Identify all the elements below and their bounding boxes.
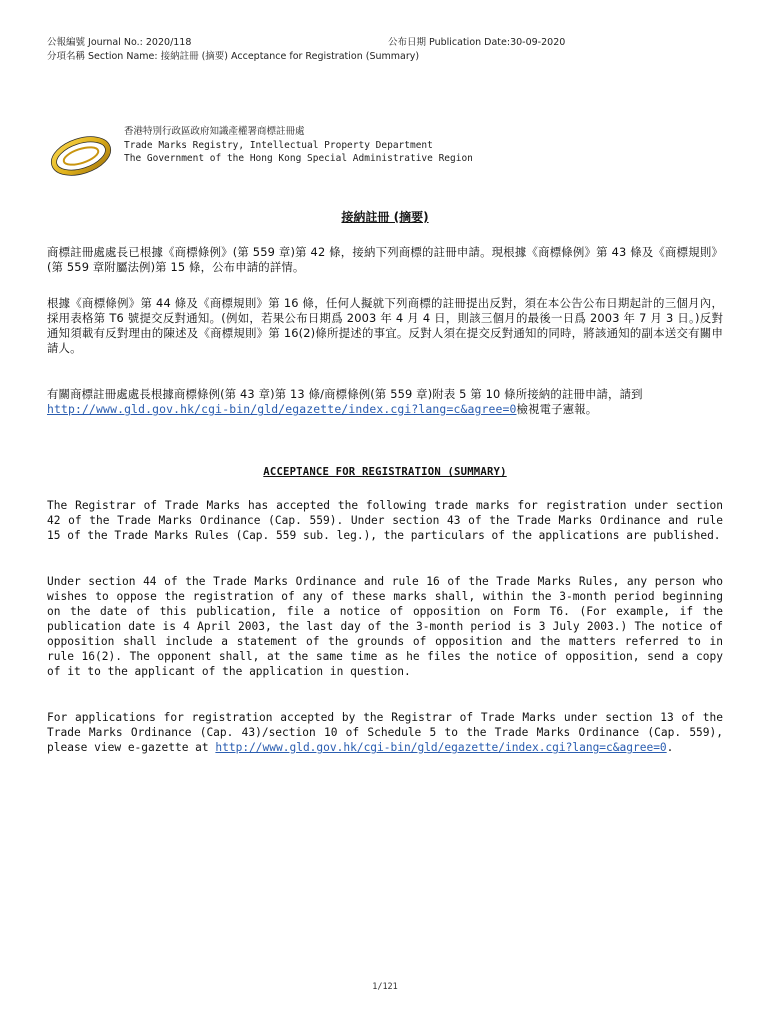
page-number: 1/121 (372, 982, 398, 992)
journal-number: 公報編號 Journal No.: 2020/118 (47, 37, 192, 48)
title-en: ACCEPTANCE FOR REGISTRATION (SUMMARY) (263, 466, 507, 478)
publication-date: 公布日期 Publication Date:30-09-2020 (388, 37, 566, 48)
ipd-logo-icon (50, 132, 112, 178)
zh-paragraph-3-tail: 檢視電子憲報。 (516, 402, 598, 416)
zh-paragraph-3-text: 有關商標註冊處處長根據商標條例(第 43 章)第 13 條/商標條例(第 559 章)附表 5 第 10 條所接納的註冊申請，請到 (47, 387, 643, 401)
en-paragraph-3 (47, 710, 723, 755)
government-name: The Government of the Hong Kong Special Administrative Region (124, 153, 473, 164)
section-name: 分項名稱 Section Name: 接納註冊 (摘要) Acceptance for Registration (Summary) (47, 51, 420, 62)
zh-egazette-link[interactable]: http://www.gld.gov.hk/cgi-bin/gld/egazette/index.cgi?lang=c&agree=0 (47, 402, 517, 416)
en-paragraph-3-tail: . (666, 741, 674, 754)
en-paragraph-3-text: For applications for registration accepted by the Registrar of Trade Marks under section 13 of the Trade Marks Ordinance (Cap. 43)/section 10 of Schedule 5 to the Trade Marks Ordinance (Cap. 559), please view e-gazette at (47, 711, 723, 754)
agency-name-en: Trade Marks Registry, Intellectual Property Department (124, 139, 433, 151)
zh-paragraph-2: 根據《商標條例》第 44 條及《商標規則》第 16 條，任何人擬就下列商標的註冊提出反對，須在本公告公布日期起計的三個月內，採用表格第 T6 號提交反對通知。(例如，若果公布日期爲 2003 年 4 月 4 日，則該三個月的最後一日爲 2003 年 7 月 3 日。)反對通知須載有反對理由的陳述及《商標規則》第 16(2)條所提述的事宜。反對人須在提交反對通知的同時，將該通知的副本送交有關申請人。 (47, 296, 723, 355)
en-paragraph-2: Under section 44 of the Trade Marks Ordinance and rule 16 of the Trade Marks Rules, any person who wishes to oppose the registration of any of these marks shall, within the 3-month period beginning on the date of this publication, file a notice of opposition on Form T6. (For example, if the publication date is 4 April 2003, the last day of the 3-month period is 3 July 2003.) The notice of opposition shall include a statement of the grounds of opposition and the matters referred to in rule 16(2). The opponent shall, at the same time as he files the notice of opposition, send a copy of it to the applicant of the application in question. (47, 575, 723, 678)
en-paragraph-1: The Registrar of Trade Marks has accepted the following trade marks for registration under section 42 of the Trade Marks Ordinance (Cap. 559). Under section 43 of the Trade Marks Ordinance and rule 15 of the Trade Marks Rules (Cap. 559 sub. leg.), the particulars of the applications are published. (47, 499, 723, 542)
zh-paragraph-3 (47, 387, 723, 417)
agency-block (124, 125, 473, 166)
agency-name-zh: 香港特別行政區政府知識產權署商標註冊處 (124, 126, 305, 137)
en-egazette-link[interactable]: http://www.gld.gov.hk/cgi-bin/gld/egazette/index.cgi?lang=c&agree=0 (215, 741, 667, 754)
title-zh: 接納註冊 (摘要) (341, 210, 429, 224)
zh-paragraph-1: 商標註冊處處長已根據《商標條例》(第 559 章)第 42 條，接納下列商標的註冊申請。現根據《商標條例》第 43 條及《商標規則》(第 559 章附屬法例)第 15 條，公布申請的詳情。 (47, 245, 723, 274)
